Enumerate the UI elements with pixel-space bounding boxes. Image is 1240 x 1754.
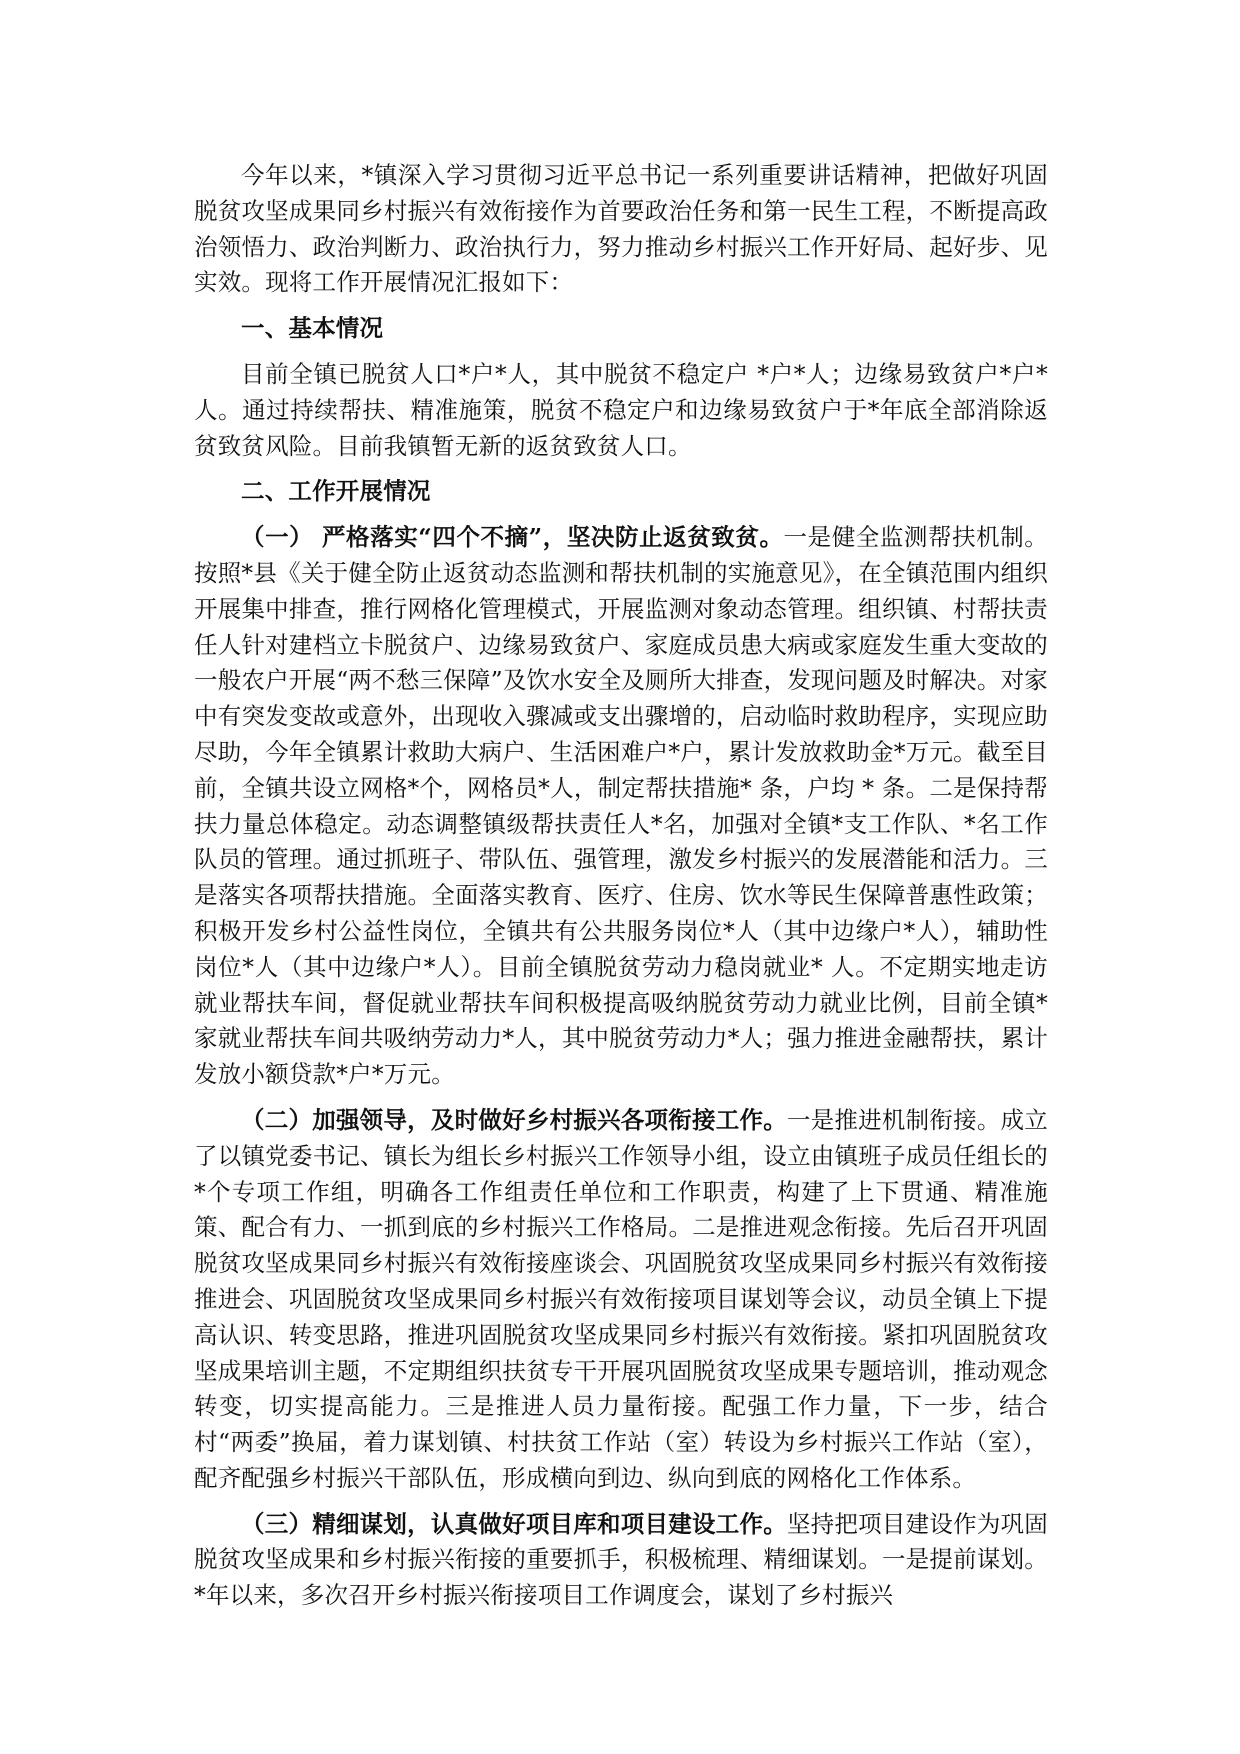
subsection-3-body: 坚持把项目建设作为巩固脱贫攻坚成果和乡村振兴衔接的重要抓手，积极梳理、精细谋划。一是提前谋划。 *年以来，多次召开乡村振兴衔接项目工作调度会，谋划了乡村振兴 <box>194 1509 1048 1610</box>
subsection-3-paragraph <box>194 1507 1048 1614</box>
subsection-1-body: 一是健全监测帮扶机制。按照*县《关于健全防止返贫动态监测和帮扶机制的实施意见》，在全镇范围内组织开展集中排查，推行网格化管理模式，开展监测对象动态管理。组织镇、村帮扶责任人针对建档立卡脱贫户、边缘易致贫户、家庭成员患大病或家庭发生重大变故的一般农户开展“两不愁三保障”及饮水安全及厕所大排查，发现问题及时解决。对家中有突发变故或意外，出现收入骤减或支出骤增的，启动临时救助程序，实现应助尽助，今年全镇累计救助大病户、生活困难户*户，累计发放救助金*万元。截至目前，全镇共设立网格*个，网格员*人，制定帮扶措施* 条，户均 * 条。二是保持帮扶力量总体稳定。动态调整镇级帮扶责任人*名，加强对全镇*支工作队、*名工作队员的管理。通过抓班子、带队伍、强管理，激发乡村振兴的发展潜能和活力。三是落实各项帮扶措施。全面落实教育、医疗、住房、饮水等民生保障普惠性政策；积极开发乡村公益性岗位，全镇共有公共服务岗位*人（其中边缘户*人），辅助性岗位*人（其中边缘户*人）。目前全镇脱贫劳动力稳岗就业* 人。不定期实地走访就业帮扶车间，督促就业帮扶车间积极提高吸纳脱贫劳动力就业比例，目前全镇*家就业帮扶车间共吸纳劳动力*人，其中脱贫劳动力*人；强力推进金融帮扶，累计发放小额贷款*户*万元。 <box>194 523 1049 1089</box>
intro-paragraph: 今年以来，*镇深入学习贯彻习近平总书记一系列重要讲话精神，把做好巩固脱贫攻坚成果同乡村振兴有效衔接作为首要政治任务和第一民生工程，不断提高政治领悟力、政治判断力、政治执行力，努力推动乡村振兴工作开好局、起好步、见实效。现将工作开展情况汇报如下： <box>194 161 1048 297</box>
subsection-1-lead: （一） 严格落实“四个不摘”，坚决防止返贫致贫。 <box>241 523 784 552</box>
subsection-2-lead: （二）加强领导，及时做好乡村振兴各项衔接工作。 <box>241 1105 787 1134</box>
section-heading-basic-situation: 一、基本情况 <box>241 314 384 343</box>
section-heading-work-progress: 二、工作开展情况 <box>241 477 431 506</box>
basic-situation-paragraph: 目前全镇已脱贫人口*户*人，其中脱贫不稳定户 *户*人；边缘易致贫户*户*人。通过持续帮扶、精准施策，脱贫不稳定户和边缘易致贫户于*年底全部消除返贫致贫风险。目前我镇暂无新的返贫致贫人口。 <box>194 359 1048 460</box>
subsection-2-paragraph <box>194 1103 1048 1497</box>
subsection-2-body: 一是推进机制衔接。成立了以镇党委书记、镇长为组长乡村振兴工作领导小组，设立由镇班子成员任组长的*个专项工作组，明确各工作组责任单位和工作职责，构建了上下贯通、精准施策、配合有力、一抓到底的乡村振兴工作格局。二是推进观念衔接。先后召开巩固脱贫攻坚成果同乡村振兴有效衔接座谈会、巩固脱贫攻坚成果同乡村振兴有效衔接推进会、巩固脱贫攻坚成果同乡村振兴有效衔接项目谋划等会议，动员全镇上下提高认识、转变思路，推进巩固脱贫攻坚成果同乡村振兴有效衔接。紧扣巩固脱贫攻坚成果培训主题，不定期组织扶贫专干开展巩固脱贫攻坚成果专题培训，推动观念转变，切实提高能力。三是推进人员力量衔接。配强工作力量，下一步，结合村“两委”换届，着力谋划镇、村扶贫工作站（室）转设为乡村振兴工作站（室），配齐配强乡村振兴干部队伍，形成横向到边、纵向到底的网格化工作体系。 <box>194 1105 1048 1492</box>
subsection-1-paragraph <box>194 520 1048 1093</box>
document-body <box>194 158 1048 1624</box>
subsection-3-lead: （三）精细谋划，认真做好项目库和项目建设工作。 <box>241 1509 787 1538</box>
